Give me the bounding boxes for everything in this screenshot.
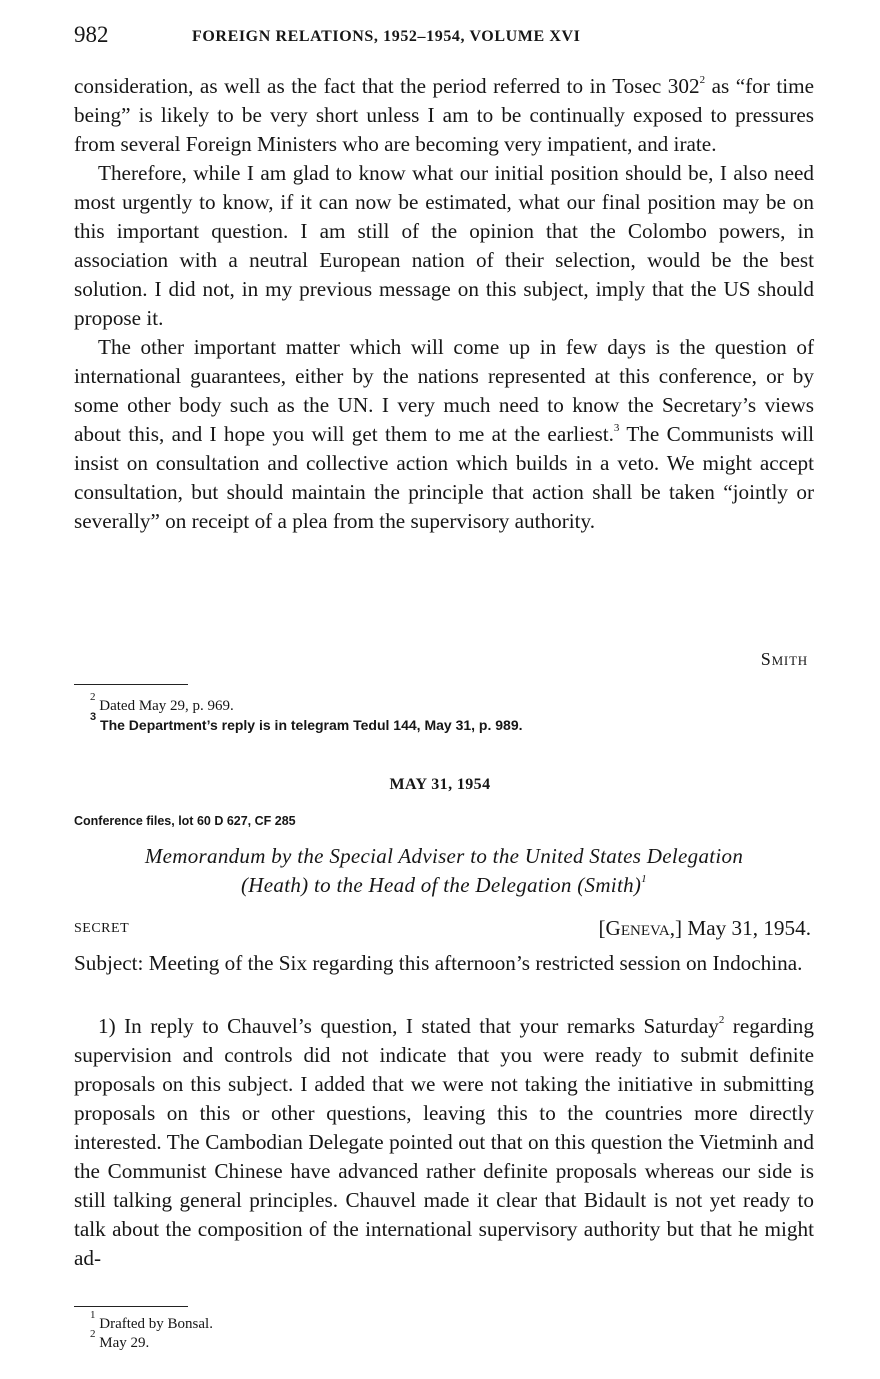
page-header [74, 22, 814, 52]
footnote-rule [74, 684, 188, 685]
footnote: $^3$ The Department’s reply is in telegram Tedul 144, May 31, p. 989. [90, 711, 523, 733]
continuation-text [74, 72, 814, 536]
document-title: Memorandum by the Special Adviser to the United States Delegation (Heath) to the Head of the Delegation (Smith)$^1$ [144, 844, 744, 897]
footnote-ref: 2 [718, 1014, 725, 1027]
footnote-rule [74, 1306, 188, 1307]
continuation-paragraph-3: The other important matter which will come up in few days is the question of international guarantees, either by the nations represented at this conference, or by some other body such as the UN. I very much need to know the Secretary’s views about this, and I hope you will get them to me at the earliest.$^3$ The Communists will insist on consultation and collective action which builds in a veto. We might accept consultation, but should maintain the principle that action shall be taken “jointly or severally” on receipt of a plea from the supervisory authority. [74, 335, 814, 533]
place-date-line: [Geneva,] May 31, 1954. [598, 916, 811, 940]
footnote: $^2$ Dated May 29, p. 969. [90, 691, 234, 714]
footnotes-top [90, 691, 810, 735]
continuation-paragraph-2: Therefore, while I am glad to know what our initial position should be, I also need most urgently to know, if it can now be estimated, what our final position may be on this important question. I am still of the opinion that the Colombo powers, in association with a neutral European nation of their selection, would be the best solution. I did not, in my previous message on this subject, imply that the US should propose it. [74, 161, 814, 330]
footnote: $^2$ May 29. [90, 1328, 150, 1351]
footnote-ref: 3 [613, 422, 620, 435]
footnotes-bottom [90, 1309, 810, 1353]
classification-marking: SECRET [74, 921, 130, 936]
running-head: FOREIGN RELATIONS, 1952–1954, VOLUME XVI [192, 28, 581, 45]
source-citation: Conference files, lot 60 D 627, CF 285 [74, 814, 296, 828]
signature: Smith [760, 649, 808, 669]
subject-line: Subject: Meeting of the Six regarding this afternoon’s restricted session on Indochina. [74, 951, 803, 975]
footnote-ref: 1 [641, 873, 647, 886]
continuation-paragraph-1: consideration, as well as the fact that the period referred to in Tosec $302^2$ as “for time being” is likely to be very short unless I am to be continually exposed to pressures from several Foreign Ministers who are becoming very impatient, and irate. [74, 74, 814, 156]
memo-body [74, 1012, 814, 1273]
date-heading: MAY 31, 1954 [389, 776, 491, 793]
footnote-ref: 2 [699, 74, 706, 87]
footnote: $^1$ Drafted by Bonsal. [90, 1309, 213, 1332]
memo-paragraph-1: 1) In reply to Chauvel’s question, I stated that your remarks Saturday$^2$ regarding supervision and controls did not indicate that you were ready to submit definite proposals on this subject. I added that we were not taking the initiative in submitting proposals on this or other questions, leaving this to the countries more directly interested. The Cambodian Delegate pointed out that on this question the Vietminh and the Communist Chinese have advanced rather definite proposals whereas our side is still talking general principles. Chauvel made it clear that Bidault is not yet ready to talk about the composition of the international supervisory authority but that he might ad- [74, 1014, 814, 1270]
page-number: 982 [74, 22, 109, 47]
